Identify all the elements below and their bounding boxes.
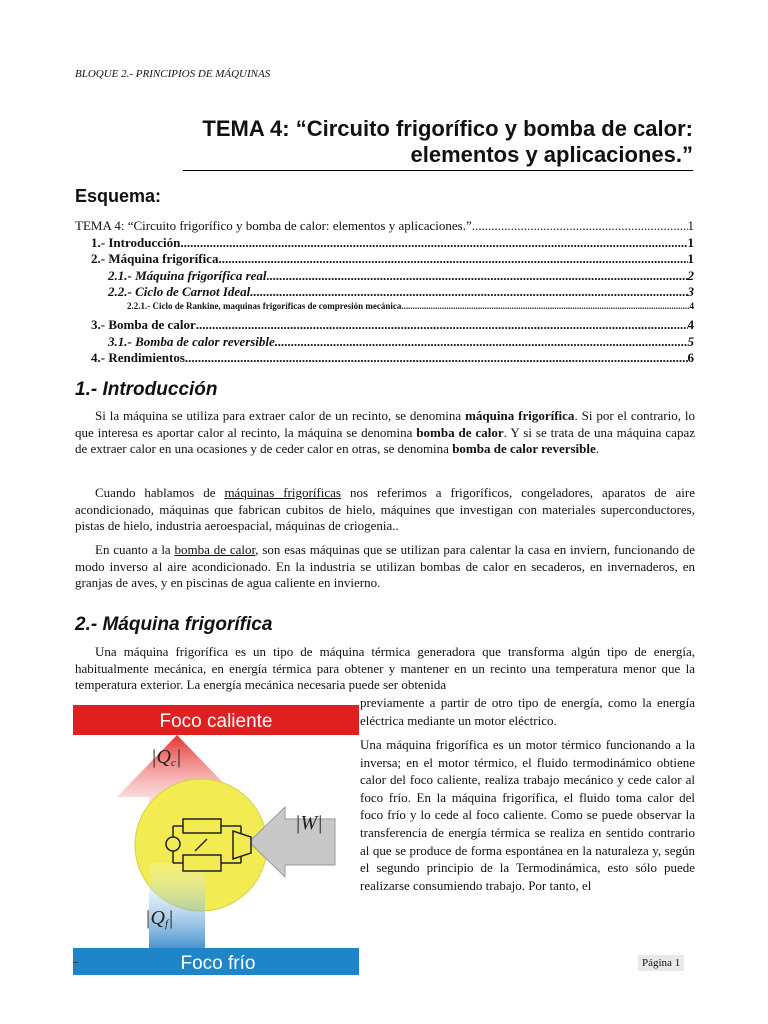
toc-entry[interactable]: [75, 350, 694, 367]
document-title: [133, 116, 693, 168]
toc-entry[interactable]: [75, 218, 694, 235]
qf-label: |Qf|: [145, 907, 174, 930]
toc-page: 6: [687, 350, 694, 365]
toc-label: 4.- Rendimientos: [91, 350, 185, 365]
page-number: Página 1: [638, 955, 684, 971]
hot-focus-label: Foco caliente: [159, 711, 273, 732]
toc-page: 4: [687, 317, 694, 332]
qc-label: |Qc|: [151, 746, 182, 769]
work-label: |W|: [295, 812, 323, 834]
intro-paragraph-3: En cuanto a la bomba de calor, son esas máquinas que se utilizan para calentar la casa en inviern, funcionando de modo inverso al aire acondicionado. En la industria se utilizan bombas de calor en secaderos, en invernaderos, en granjas de aves, y en piscinas de agua caliente en invierno.: [75, 542, 695, 591]
footer-rule: [73, 962, 78, 963]
toc-label: 2.2.1.- Ciclo de Rankine, maquinas frigoríficas de compresión mecánica: [127, 300, 402, 311]
section-2-paragraph-1: Una máquina frigorífica es un tipo de máquina térmica generadora que transforma algún tipo de energía, habitualmente mecánica, en energía térmica para obtener y mantener en un recinto una temperatura menor que la temperatura exterior. La energía mecánica necesaria puede ser obtenida: [75, 644, 695, 693]
toc-label: 2.1.- Máquina frigorífica real: [108, 267, 267, 283]
refrigerator-diagram: [73, 705, 359, 975]
toc-entry[interactable]: [75, 235, 694, 252]
section-2-heading: 2.- Máquina frigorífica: [75, 614, 273, 635]
title-line-1: TEMA 4: “Circuito frigorífico y bomba de calor:: [202, 116, 693, 141]
title-divider: [183, 170, 693, 171]
section-2-paragraph-2: Una máquina frigorífica es un motor térmico funcionando a la inversa; en el motor térmico, el fluido termodinámico obtiene calor del foco caliente, realiza trabajo mecánico y cede calor al foco frío. En la máquina frigorífica, el fluido toma calor del foco frío y lo cede al foco caliente. Como se puede observar la transferencia de energía térmica se realiza en sentido contrario al que se produce de forma espontánea en la naturaleza y, según el segundo principio de la Termodinámica, esto sólo puede realizarse consumiendo trabajo. Por tanto, el: [360, 737, 695, 893]
cold-focus-label: Foco frío: [180, 953, 256, 974]
toc-page: 1: [687, 234, 694, 250]
toc-entry[interactable]: [75, 284, 694, 301]
toc-label: 3.1.- Bomba de calor reversible: [108, 333, 275, 349]
section-2-paragraph-1-cont: previamente a partir de otro tipo de energía, como la energía eléctrica mediante un motor eléctrico.: [360, 695, 695, 728]
section-1-heading: 1.- Introducción: [75, 379, 218, 400]
toc-page: 1: [687, 218, 694, 233]
toc-entry[interactable]: [75, 301, 694, 318]
intro-paragraph-1: Si la máquina se utiliza para extraer calor de un recinto, se denomina máquina frigorífica. Si por el contrario, lo que interesa es aportar calor al recinto, la máquina se denomina bomba de calor. Y si se trata de una máquina capaz de extraer calor en una ocasiones y de ceder calor en otras, se denomina bomba de calor reversible.: [75, 408, 696, 457]
toc-label: 2.- Máquina frigorífica: [91, 251, 219, 266]
toc-entry[interactable]: [75, 317, 694, 334]
toc-entry[interactable]: [75, 334, 694, 351]
toc-label: 2.2.- Ciclo de Carnot Ideal: [108, 284, 251, 299]
table-of-contents: [75, 218, 694, 367]
toc-label: TEMA 4: “Circuito frigorífico y bomba de calor: elementos y aplicaciones.”: [75, 218, 472, 233]
heat-in-arrow: [149, 863, 205, 948]
toc-label: 3.- Bomba de calor: [91, 317, 196, 332]
page-header: BLOQUE 2.- PRINCIPIOS DE MÁQUINAS: [75, 68, 271, 80]
esquema-heading: Esquema:: [75, 186, 162, 206]
toc-entry[interactable]: [75, 251, 694, 268]
intro-paragraph-2: Cuando hablamos de máquinas frigoríficas nos referimos a frigoríficos, congeladores, aparatos de aire acondicionado, máquinas que fabrican cubitos de hielo, máquines que investigan con materiales superconductores, pistas de hielo, industria aeroespacial, máquinas de criogenia..: [75, 485, 695, 534]
toc-page: 1: [687, 251, 694, 266]
toc-page: 2: [687, 267, 694, 283]
toc-page: 4: [689, 300, 694, 311]
toc-page: 3: [687, 284, 694, 299]
toc-page: 5: [687, 333, 694, 349]
title-line-2: elementos y aplicaciones.”: [410, 142, 693, 167]
refrigerator-diagram-svg: [73, 705, 359, 975]
toc-entry[interactable]: [75, 268, 694, 285]
toc-label: 1.- Introducción: [91, 234, 181, 250]
